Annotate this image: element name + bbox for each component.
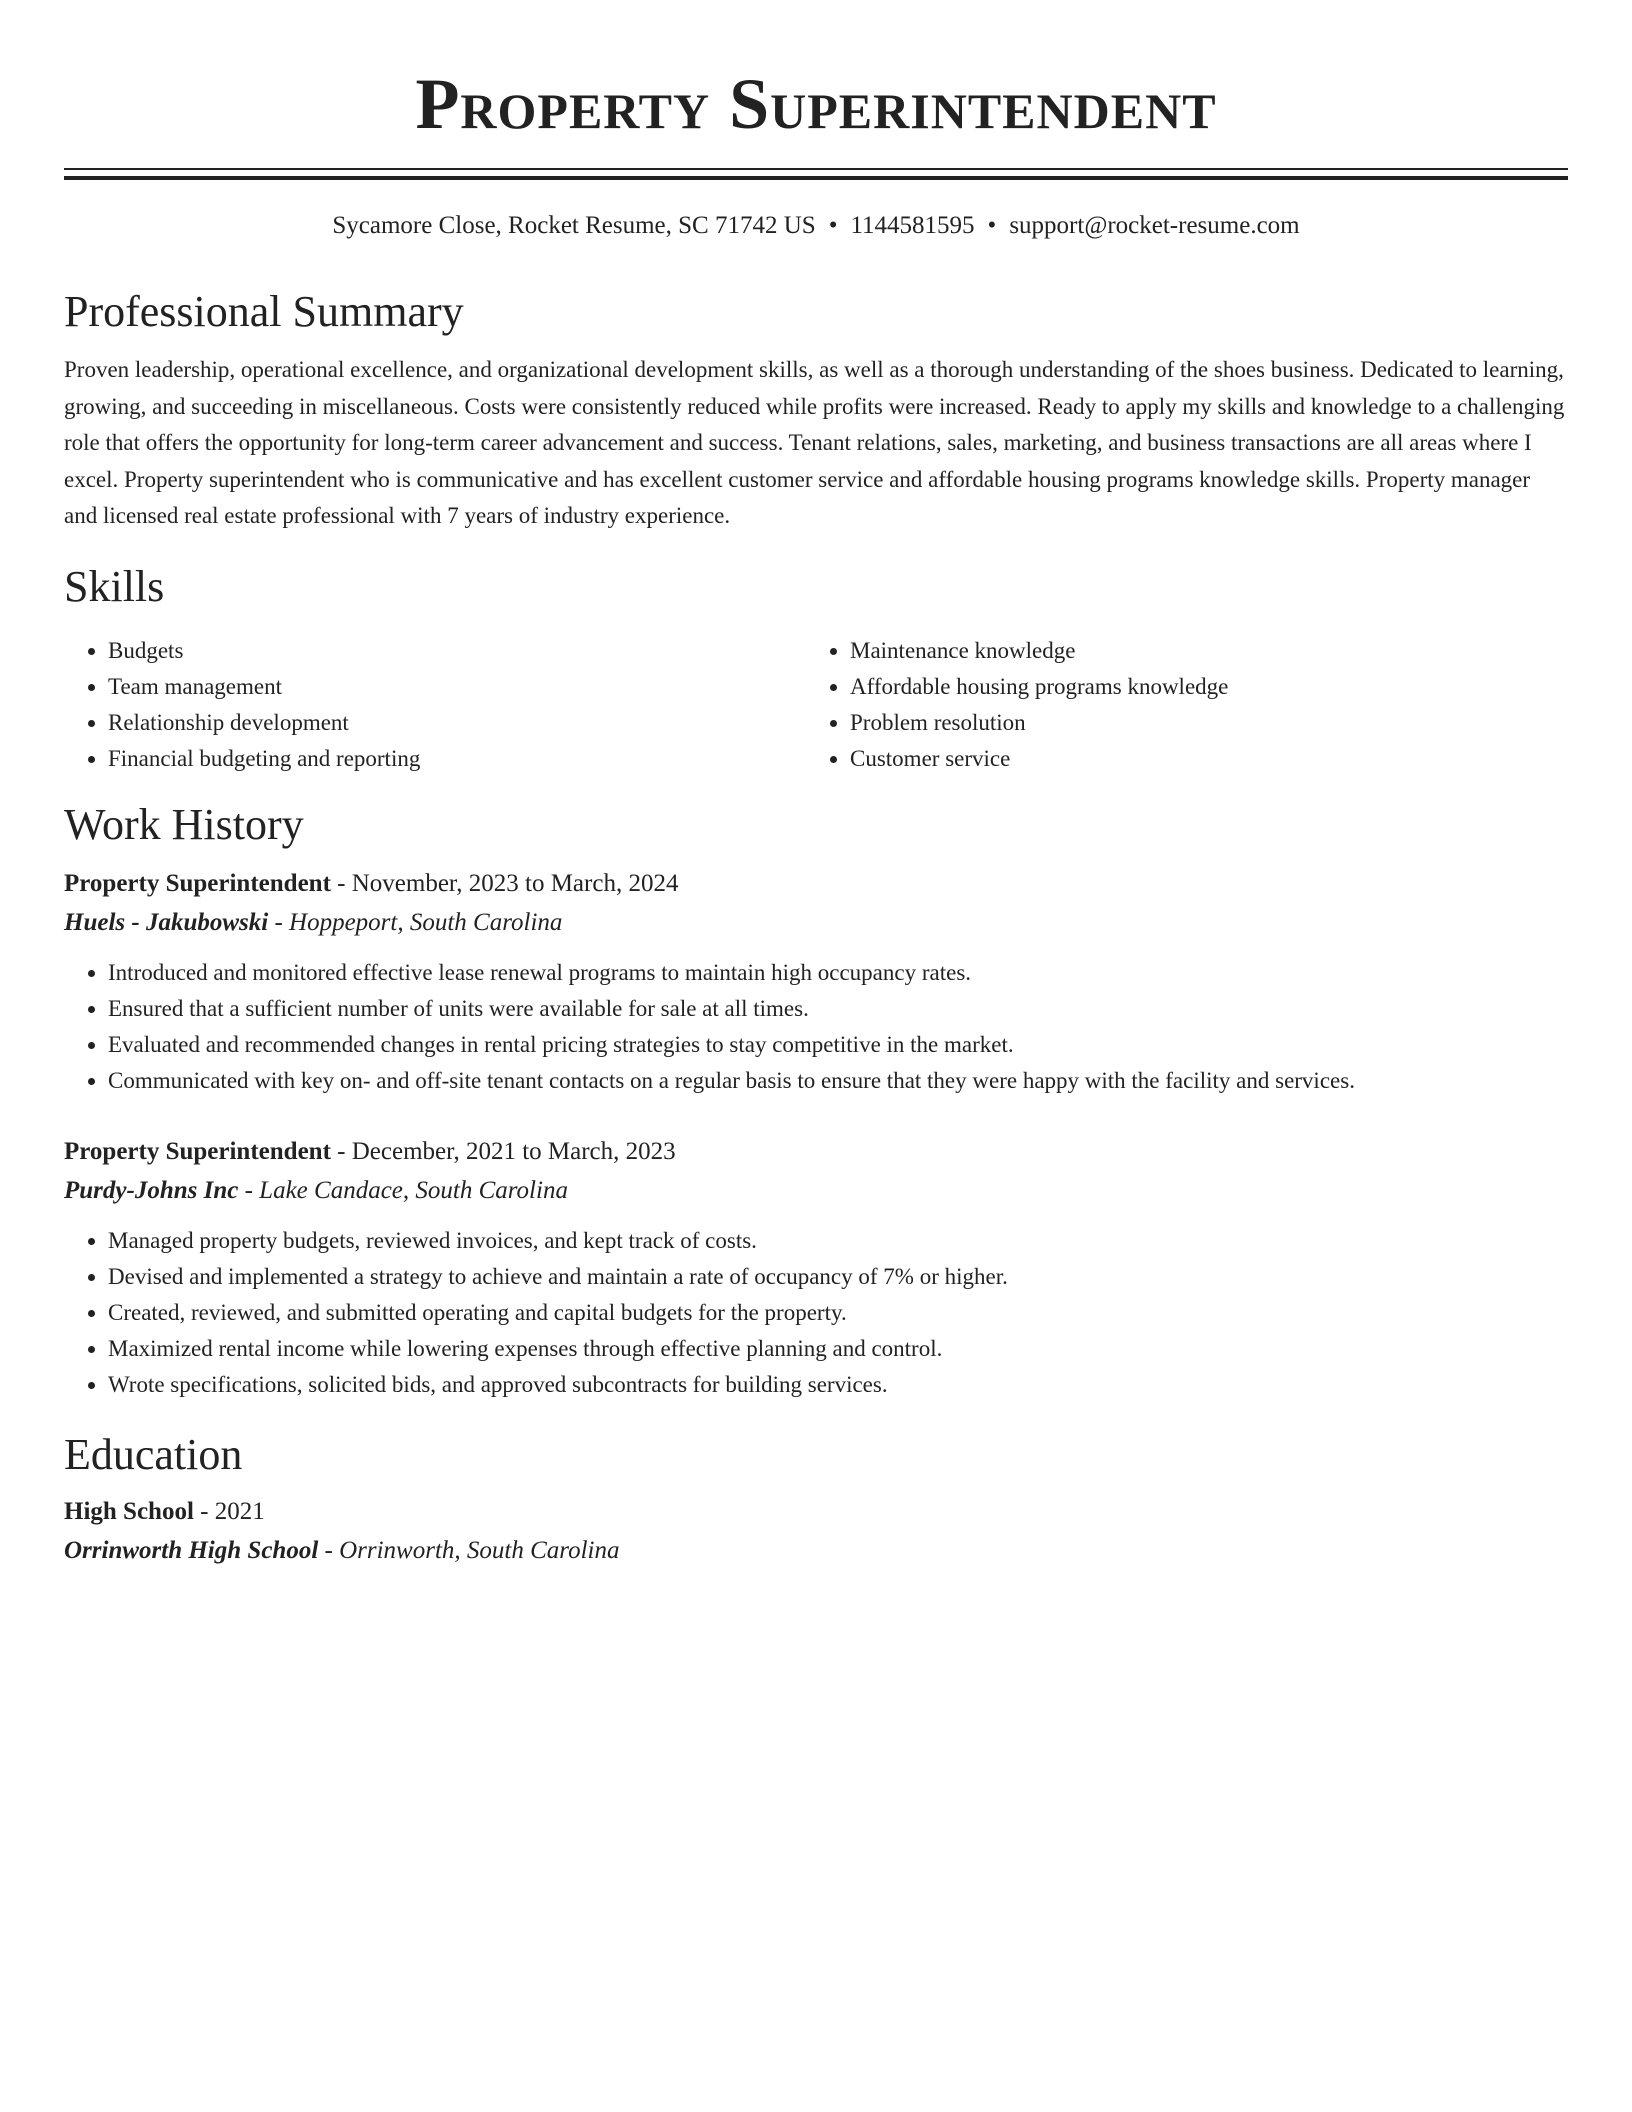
education-school: Orrinworth High School <box>64 1536 319 1564</box>
resume-title: Property Superintendent <box>415 64 1217 144</box>
job-bullet: • Wrote specifications, solicited bids, and approved subcontracts for building services. <box>108 1367 1568 1403</box>
job-bullet: • Managed property budgets, reviewed invoices, and kept track of costs. <box>108 1223 1568 1259</box>
job-title-line <box>64 865 1568 903</box>
work-history-heading: Work History <box>64 799 304 849</box>
contact-line <box>64 210 1568 242</box>
skill-item: • Budgets <box>108 633 806 669</box>
contact-address: Sycamore Close, Rocket Resume, SC 71742 US <box>332 212 816 239</box>
job-company-line <box>64 903 1568 943</box>
job-company: Huels - Jakubowski <box>64 908 269 936</box>
summary-text: Proven leadership, operational excellence, and organizational development skills, as well as a thorough understanding of the shoes business. Dedicated to learning, growing, and succeeding in miscellaneous. Costs were consistently reduced while profits were increased. Ready to apply my skills and knowledge to a challenging role that offers the opportunity for long-term career advancement and success. Tenant relations, sales, marketing, and business transactions are all areas where I excel. Property superintendent who is communicative and has excellent customer service and affordable housing programs knowledge skills. Property manager and licensed real estate professional with 7 years of industry experience. <box>64 357 1565 529</box>
job-bullets <box>64 1223 1568 1403</box>
job-entry <box>64 865 1568 1099</box>
job-dates: - December, 2021 to March, 2023 <box>330 1137 676 1165</box>
skills-column-left <box>64 633 806 777</box>
skills-column-right <box>806 633 1548 777</box>
education-school-line <box>64 1531 1568 1571</box>
skill-item: • Maintenance knowledge <box>850 633 1548 669</box>
skills-heading: Skills <box>64 561 165 611</box>
job-bullet: • Ensured that a sufficient number of units were available for sale at all times. <box>108 991 1568 1027</box>
title-rule-thin <box>64 168 1568 170</box>
education-heading: Education <box>64 1429 243 1479</box>
job-title: Property Superintendent <box>64 1137 331 1165</box>
education-degree: High School <box>64 1497 194 1525</box>
job-bullet: • Communicated with key on- and off-site tenant contacts on a regular basis to ensure that they were happy with the facility and services. <box>108 1063 1568 1099</box>
contact-phone: 1144581595 <box>850 212 975 239</box>
job-company: Purdy-Johns Inc <box>64 1176 239 1204</box>
skill-item: • Relationship development <box>108 705 806 741</box>
education-degree-line <box>64 1493 1568 1531</box>
contact-separator: • <box>828 212 838 239</box>
education-entry <box>64 1493 1568 1571</box>
skill-item: • Team management <box>108 669 806 705</box>
skill-item: • Affordable housing programs knowledge <box>850 669 1548 705</box>
title-rule-thick <box>64 176 1568 180</box>
contact-email: support@rocket-resume.com <box>1009 212 1300 239</box>
job-location: - Lake Candace, South Carolina <box>238 1176 568 1204</box>
skill-item: • Problem resolution <box>850 705 1548 741</box>
job-location: - Hoppeport, South Carolina <box>268 908 563 936</box>
job-bullet: • Evaluated and recommended changes in rental pricing strategies to stay competitive in the market. <box>108 1027 1568 1063</box>
job-bullet: • Created, reviewed, and submitted operating and capital budgets for the property. <box>108 1295 1568 1331</box>
job-dates: - November, 2023 to March, 2024 <box>330 869 679 897</box>
job-title-line <box>64 1133 1568 1171</box>
skill-item: • Financial budgeting and reporting <box>108 741 806 777</box>
education-year: - 2021 <box>193 1497 265 1525</box>
job-company-line <box>64 1171 1568 1211</box>
education-location: - Orrinworth, South Carolina <box>318 1536 620 1564</box>
contact-separator: • <box>987 212 997 239</box>
resume-page <box>64 0 1568 1571</box>
job-bullet: • Devised and implemented a strategy to achieve and maintain a rate of occupancy of 7% or higher. <box>108 1259 1568 1295</box>
skill-item: • Customer service <box>850 741 1548 777</box>
job-entry <box>64 1133 1568 1403</box>
job-bullet: • Introduced and monitored effective lease renewal programs to maintain high occupancy rates. <box>108 955 1568 991</box>
job-bullet: • Maximized rental income while lowering expenses through effective planning and control. <box>108 1331 1568 1367</box>
job-bullets <box>64 955 1568 1099</box>
summary-heading: Professional Summary <box>64 287 464 336</box>
skills-list <box>64 633 1568 777</box>
job-title: Property Superintendent <box>64 869 331 897</box>
